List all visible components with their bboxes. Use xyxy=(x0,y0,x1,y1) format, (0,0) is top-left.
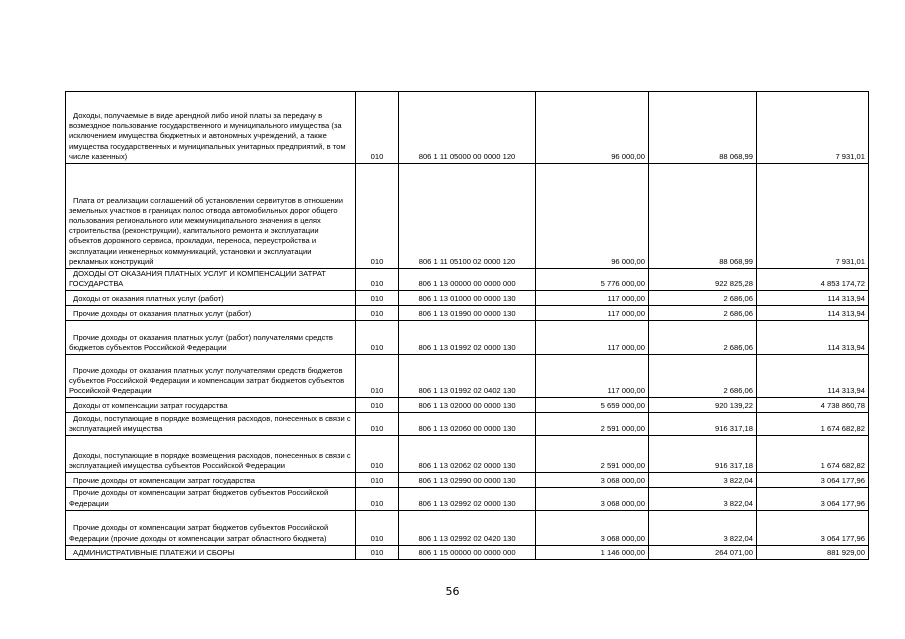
row-description: Прочие доходы от оказания платных услуг (работ) xyxy=(66,306,356,321)
row-executed-amount: 3 822,04 xyxy=(649,488,757,510)
table-row xyxy=(66,291,869,306)
table-row xyxy=(66,436,869,473)
row-budget-classification-code: 806 1 13 02000 00 0000 130 xyxy=(399,398,536,413)
row-approved-amount: 2 591 000,00 xyxy=(536,413,649,436)
row-unexecuted-amount: 3 064 177,96 xyxy=(757,473,869,488)
row-executed-amount: 916 317,18 xyxy=(649,413,757,436)
row-budget-classification-code: 806 1 13 02990 00 0000 130 xyxy=(399,473,536,488)
row-approved-amount: 96 000,00 xyxy=(536,92,649,164)
row-description: Плата от реализации соглашений об установлении сервитутов в отношении земельных участков в границах полос отвода автомобильных дорог общего пользования регионального или межмуниципального значения в целях строительства (реконструкции), капитального ремонта и эксплуатации объектов дорожного сервиса, прокладки, переноса, переустройства и эксплуатации инженерных коммуникаций, установки и эксплуатации рекламных конструкций xyxy=(66,164,356,269)
row-approved-amount: 117 000,00 xyxy=(536,306,649,321)
row-executed-amount: 2 686,06 xyxy=(649,291,757,306)
row-executed-amount: 2 686,06 xyxy=(649,321,757,355)
revenue-table-body xyxy=(66,92,869,560)
row-budget-classification-code: 806 1 13 00000 00 0000 000 xyxy=(399,269,536,291)
row-unexecuted-amount: 4 853 174,72 xyxy=(757,269,869,291)
row-unexecuted-amount: 114 313,94 xyxy=(757,321,869,355)
row-unexecuted-amount: 1 674 682,82 xyxy=(757,436,869,473)
row-executed-amount: 920 139,22 xyxy=(649,398,757,413)
table-row xyxy=(66,164,869,269)
row-description: Доходы, поступающие в порядке возмещения расходов, понесенных в связи с эксплуатацией имущества xyxy=(66,413,356,436)
row-line-code: 010 xyxy=(356,269,399,291)
row-unexecuted-amount: 4 738 860,78 xyxy=(757,398,869,413)
row-description: Прочие доходы от компенсации затрат бюджетов субъектов Российской Федерации xyxy=(66,488,356,510)
row-budget-classification-code: 806 1 15 00000 00 0000 000 xyxy=(399,545,536,559)
row-description: Прочие доходы от компенсации затрат бюджетов субъектов Российской Федерации (прочие доходы от компенсации затрат областного бюджета) xyxy=(66,510,356,545)
table-row xyxy=(66,545,869,559)
row-budget-classification-code: 806 1 13 01992 02 0000 130 xyxy=(399,321,536,355)
row-approved-amount: 3 068 000,00 xyxy=(536,473,649,488)
row-description: ДОХОДЫ ОТ ОКАЗАНИЯ ПЛАТНЫХ УСЛУГ И КОМПЕНСАЦИИ ЗАТРАТ ГОСУДАРСТВА xyxy=(66,269,356,291)
row-approved-amount: 2 591 000,00 xyxy=(536,436,649,473)
row-approved-amount: 5 776 000,00 xyxy=(536,269,649,291)
row-executed-amount: 88 068,99 xyxy=(649,92,757,164)
row-executed-amount: 88 068,99 xyxy=(649,164,757,269)
table-row xyxy=(66,510,869,545)
row-budget-classification-code: 806 1 11 05100 02 0000 120 xyxy=(399,164,536,269)
row-line-code: 010 xyxy=(356,164,399,269)
row-budget-classification-code: 806 1 13 01990 00 0000 130 xyxy=(399,306,536,321)
row-executed-amount: 922 825,28 xyxy=(649,269,757,291)
row-line-code: 010 xyxy=(356,510,399,545)
row-budget-classification-code: 806 1 13 02060 00 0000 130 xyxy=(399,413,536,436)
table-row xyxy=(66,321,869,355)
row-description: Доходы, поступающие в порядке возмещения расходов, понесенных в связи с эксплуатацией имущества субъектов Российской Федерации xyxy=(66,436,356,473)
row-description: Прочие доходы от компенсации затрат государства xyxy=(66,473,356,488)
row-budget-classification-code: 806 1 13 02992 02 0420 130 xyxy=(399,510,536,545)
row-description: Прочие доходы от оказания платных услуг (работ) получателями средств бюджетов субъектов Российской Федерации xyxy=(66,321,356,355)
row-unexecuted-amount: 881 929,00 xyxy=(757,545,869,559)
row-executed-amount: 2 686,06 xyxy=(649,355,757,398)
table-row xyxy=(66,413,869,436)
row-budget-classification-code: 806 1 13 02992 02 0000 130 xyxy=(399,488,536,510)
row-approved-amount: 117 000,00 xyxy=(536,291,649,306)
row-approved-amount: 117 000,00 xyxy=(536,355,649,398)
row-budget-classification-code: 806 1 13 01000 00 0000 130 xyxy=(399,291,536,306)
table-row xyxy=(66,488,869,510)
page-number: 56 xyxy=(445,585,460,598)
table-row xyxy=(66,306,869,321)
revenue-table xyxy=(65,91,869,560)
row-unexecuted-amount: 114 313,94 xyxy=(757,306,869,321)
row-executed-amount: 3 822,04 xyxy=(649,510,757,545)
table-row xyxy=(66,269,869,291)
row-unexecuted-amount: 114 313,94 xyxy=(757,355,869,398)
row-line-code: 010 xyxy=(356,306,399,321)
row-description: Доходы от оказания платных услуг (работ) xyxy=(66,291,356,306)
row-approved-amount: 3 068 000,00 xyxy=(536,510,649,545)
row-unexecuted-amount: 1 674 682,82 xyxy=(757,413,869,436)
row-budget-classification-code: 806 1 13 02062 02 0000 130 xyxy=(399,436,536,473)
row-description: Прочие доходы от оказания платных услуг получателями средств бюджетов субъектов Российской Федерации и компенсации затрат бюджетов субъектов Российской Федерации xyxy=(66,355,356,398)
row-line-code: 010 xyxy=(356,398,399,413)
row-unexecuted-amount: 3 064 177,96 xyxy=(757,488,869,510)
row-line-code: 010 xyxy=(356,436,399,473)
row-description: АДМИНИСТРАТИВНЫЕ ПЛАТЕЖИ И СБОРЫ xyxy=(66,545,356,559)
table-row xyxy=(66,355,869,398)
row-unexecuted-amount: 114 313,94 xyxy=(757,291,869,306)
row-line-code: 010 xyxy=(356,545,399,559)
row-executed-amount: 264 071,00 xyxy=(649,545,757,559)
row-unexecuted-amount: 7 931,01 xyxy=(757,92,869,164)
row-line-code: 010 xyxy=(356,355,399,398)
row-approved-amount: 5 659 000,00 xyxy=(536,398,649,413)
row-description: Доходы, получаемые в виде арендной либо иной платы за передачу в возмездное пользование государственного и муниципального имущества (за исключением имущества бюджетных и автономных учреждений, а также имущества государственных и муниципальных унитарных предприятий, в том числе казенных) xyxy=(66,92,356,164)
row-budget-classification-code: 806 1 11 05000 00 0000 120 xyxy=(399,92,536,164)
row-executed-amount: 2 686,06 xyxy=(649,306,757,321)
table-row xyxy=(66,398,869,413)
row-approved-amount: 117 000,00 xyxy=(536,321,649,355)
row-approved-amount: 1 146 000,00 xyxy=(536,545,649,559)
row-line-code: 010 xyxy=(356,291,399,306)
row-line-code: 010 xyxy=(356,413,399,436)
row-line-code: 010 xyxy=(356,488,399,510)
row-budget-classification-code: 806 1 13 01992 02 0402 130 xyxy=(399,355,536,398)
row-description: Доходы от компенсации затрат государства xyxy=(66,398,356,413)
row-executed-amount: 916 317,18 xyxy=(649,436,757,473)
row-line-code: 010 xyxy=(356,473,399,488)
row-line-code: 010 xyxy=(356,92,399,164)
row-line-code: 010 xyxy=(356,321,399,355)
row-approved-amount: 3 068 000,00 xyxy=(536,488,649,510)
row-unexecuted-amount: 3 064 177,96 xyxy=(757,510,869,545)
row-approved-amount: 96 000,00 xyxy=(536,164,649,269)
table-row xyxy=(66,473,869,488)
row-unexecuted-amount: 7 931,01 xyxy=(757,164,869,269)
table-row xyxy=(66,92,869,164)
row-executed-amount: 3 822,04 xyxy=(649,473,757,488)
